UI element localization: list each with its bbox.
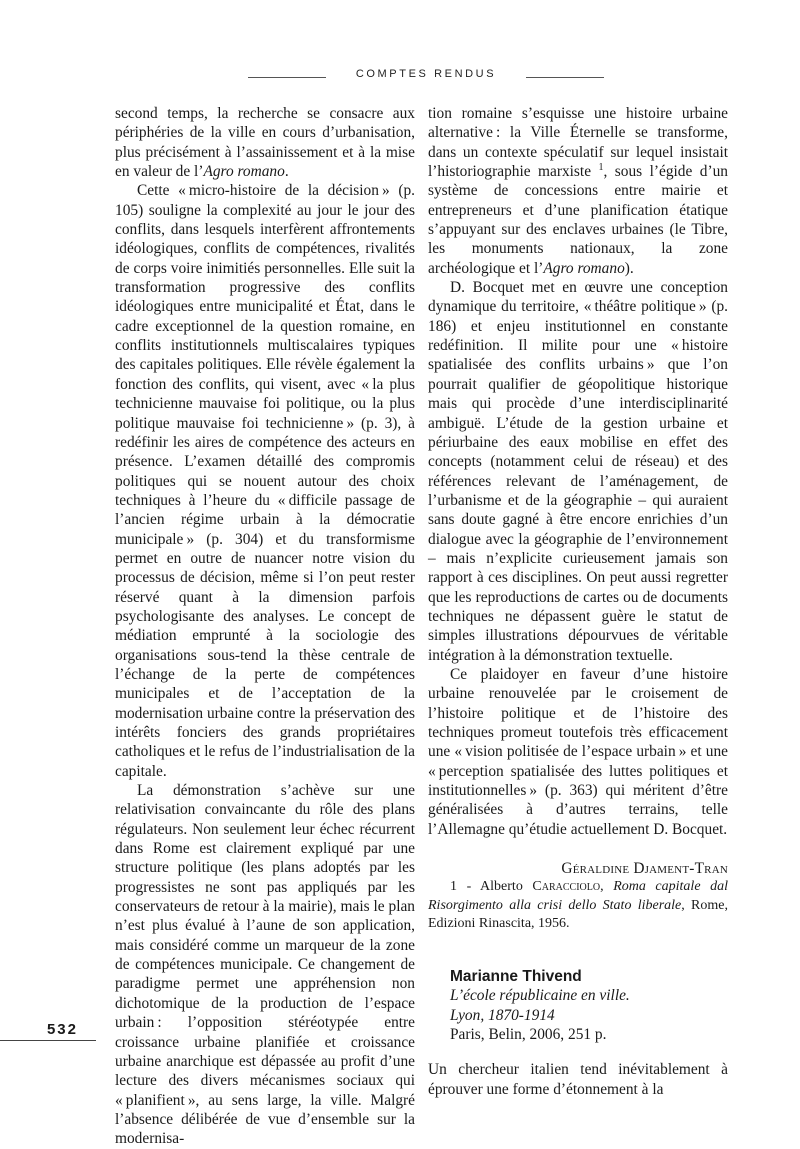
- running-head-title: COMPTES RENDUS: [355, 68, 497, 80]
- running-head-rule-left: [248, 77, 326, 78]
- footnote: 1 - Alberto Caracciolo, Roma capitale dal Risorgimento alla crisi dello Stato liberale, Rome, Edizioni Rinascita, 1956.: [428, 879, 729, 932]
- right-column: [428, 104, 728, 1099]
- review-header: [428, 967, 728, 1044]
- book-title-line-2: Lyon, 1870-1914: [450, 1006, 555, 1024]
- page-number: 532: [46, 1021, 78, 1038]
- book-title-line-1: L’école républicaine en ville.: [450, 987, 630, 1005]
- book-publication: Paris, Belin, 2006, 251 p.: [450, 1025, 607, 1043]
- review-first-paragraph: Un chercheur italien tend inévitablement à éprouver une forme d’étonnement à la: [428, 1061, 728, 1098]
- review-signature: Géraldine Djament-Tran: [561, 860, 728, 878]
- left-column: [115, 104, 415, 1149]
- review-author: Marianne Thivend: [450, 967, 582, 985]
- paragraph: tion romaine s’esquisse une histoire urbaine alternative : la Ville Éternelle se transforme, dans un contexte spéculatif sur lequel insistait l’historiographie marxiste $^1$, sous l’égide d’un système de concessions entre mairie et entrepreneurs et d’une planification étatique s’appuyant sur des enclaves urbaines (le Tibre, les monuments nationaux, la zone archéologique et l’Agro romano).: [428, 105, 728, 277]
- paragraph: La démonstration s’achève sur une relativisation convaincante du rôle des plans régulateurs. Non seulement leur échec récurrent dans Rome est clairement expliqué par une structure politique (les plans adoptés par les progressistes ne sont pas appliqués par les conservateurs de retour à la mairie), mais le plan n’est plus évalué à l’aune de son application, mais considéré comme un marqueur de la zone de compétences municipale. Ce changement de paradigme permet une appréhension non dichotomique de la production de l’espace urbain : l’opposition stéréotypée entre croissance urbaine planifiée et croissance urbaine anarchique est dépassée au profit d’une lecture des divers mécanismes sociaux qui « planifient », au sens large, la ville. Malgré l’absence délibérée de vue d’ensemble sur la modernisa-: [115, 782, 415, 1148]
- running-head: [0, 68, 800, 88]
- paragraph: Cette « micro-histoire de la décision » (p. 105) souligne la complexité au jour le jour des conflits, dans lesquels interfèrent affrontements idéologiques, conflits de compétences, rivalités de corps voire inimitiés personnelles. Elle suit la transformation progressive des conflits idéologiques entre municipalité et État, dans le cadre exceptionnel de la question romaine, en conflits institutionnels multiscalaires typiques des capitales politiques. Elle révèle également la fonction des conflits, qui visent, avec « la plus technicienne mauvaise foi politique, ou la plus politique mauvaise foi technicienne » (p. 3), à redéfinir les aires de compétence des acteurs en présence. L’examen détaillé des compromis politiques qui se nouent autour des choix techniques à l’heure du « difficile passage de l’ancien régime urbain à la démocratie municipale » (p. 304) et du transformisme permet en outre de nuancer notre vision du processus de décision, même si l’on peut rester réservé quant à la dimension parfois psychologisante des analyses. Le concept de médiation emprunté à la sociologie des organisations sous-tend la thèse centrale de l’échange de la perte de compétences municipales et de l’acceptation de la modernisation urbaine contre la préservation des intérêts fonciers des grands propriétaires catholiques et le refus de l’industrialisation de la capitale.: [115, 182, 415, 780]
- page-number-rule: [0, 1040, 96, 1041]
- paragraph: second temps, la recherche se consacre aux périphéries de la ville en cours d’urbanisation, plus précisément à l’assainissement et à la mise en valeur de l’Agro romano.: [115, 105, 415, 181]
- paragraph: D. Bocquet met en œuvre une conception dynamique du territoire, « théâtre politique » (p. 186) et enjeu institutionnel en constante redéfinition. Il milite pour une « histoire spatialisée des conflits urbains » que l’on pourrait qualifier de géopolitique historique mais qui procède d’une interdisciplinarité ambiguë. L’étude de la gestion urbaine et périurbaine des eaux mobilise en effet des concepts (notamment celui de réseau) et des références relevant de l’aménagement, de l’urbanisme et de la géographie – qui auraient sans doute gagné à être encore enrichies d’un dialogue avec la géographie de l’environnement – mais n’explicite curieusement jamais son rapport à ces disciplines. On peut aussi regretter que les reproductions de cartes ou de documents techniques ne dépassent guère le statut de simples illustrations dépourvues de véritable intégration à la démonstration textuelle.: [428, 279, 728, 664]
- paragraph: Ce plaidoyer en faveur d’une histoire urbaine renouvelée par le croisement de l’histoire politique et de l’histoire des techniques promeut toutefois très efficacement une « vision politisée de l’espace urbain » et une « perception spatialisée des luttes politiques et institutionnelles » (p. 363) qui méritent d’être généralisées à d’autres terrains, telle l’Allemagne qu’étudie actuellement D. Bocquet.: [428, 665, 728, 838]
- running-head-rule-right: [526, 77, 604, 78]
